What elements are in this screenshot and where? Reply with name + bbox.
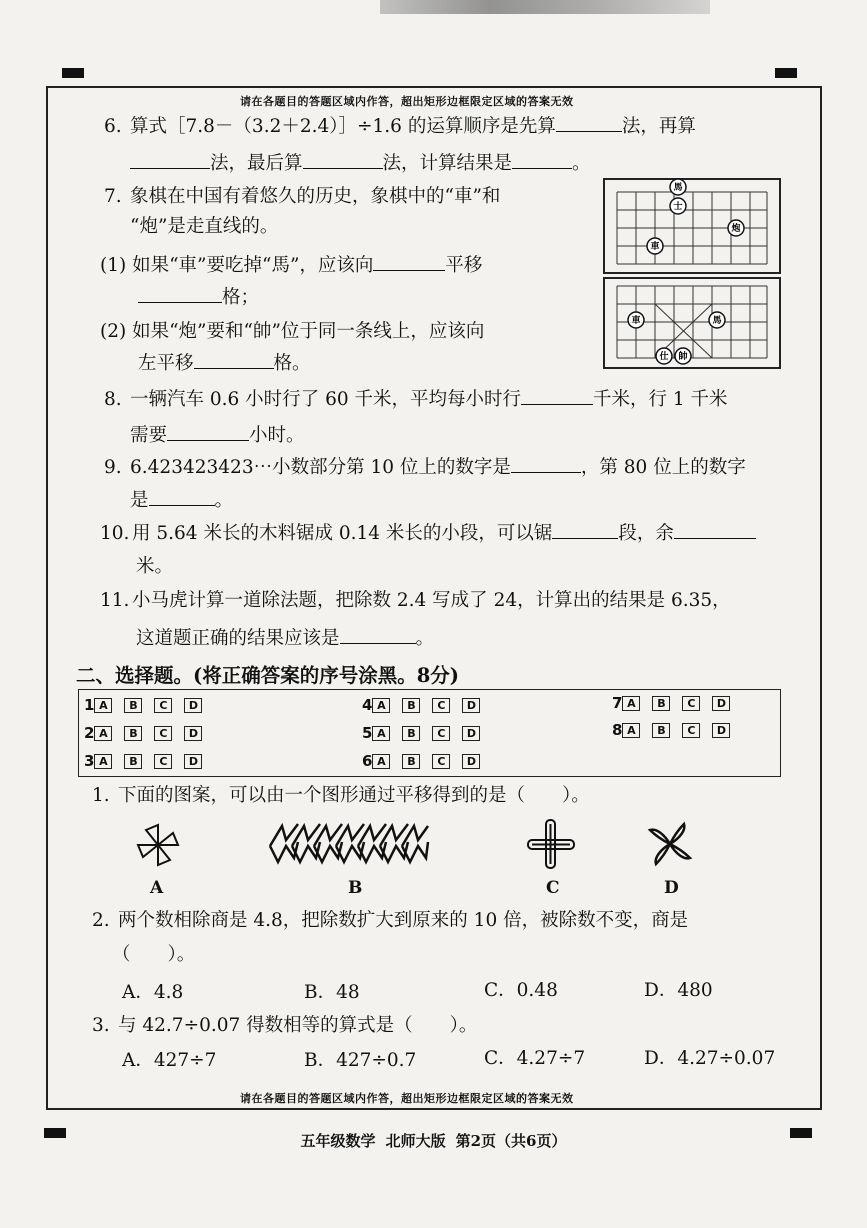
- blank[interactable]: [373, 254, 445, 271]
- mc3-option-c: C．4.27÷7: [484, 1048, 586, 1069]
- blank[interactable]: [512, 152, 572, 169]
- top-banner: 请在各题目的答题区域内作答，超出矩形边框限定区域的答案无效: [240, 95, 574, 108]
- option-b[interactable]: B: [124, 698, 142, 713]
- blank[interactable]: [674, 522, 756, 539]
- question-11-line2: 这道题正确的结果应该是 。: [136, 628, 435, 649]
- question-9-line1: 9. 6.423423423⋯小数部分第 10 位上的数字是 ，第 80 位上的数字: [104, 457, 746, 478]
- mc2-option-c: C．0.48: [484, 980, 558, 1001]
- option-c[interactable]: C: [154, 754, 172, 769]
- blank[interactable]: [340, 627, 416, 644]
- option-a[interactable]: A: [94, 754, 112, 769]
- answer-row-1: 1 A B C D: [84, 696, 214, 714]
- option-c[interactable]: C: [154, 698, 172, 713]
- mc3-option-d: D．4.27÷0.07: [644, 1048, 776, 1069]
- pinwheel-figure-a: [128, 820, 188, 870]
- answer-row-6: 6 A B C D: [362, 752, 492, 770]
- option-d[interactable]: D: [712, 723, 730, 738]
- mc3-option-b: B．427÷0.7: [304, 1050, 417, 1071]
- blank[interactable]: [556, 115, 622, 132]
- mc-question-2-line2: （ ）。: [112, 944, 196, 965]
- horse-piece: [709, 312, 725, 328]
- option-d[interactable]: D: [462, 726, 480, 741]
- blank[interactable]: [303, 152, 383, 169]
- chess-board-diagram: [603, 178, 781, 370]
- advisor-piece: [670, 198, 686, 214]
- answer-row-8: 8 A B C D: [612, 721, 742, 739]
- option-b[interactable]: B: [402, 698, 420, 713]
- mc-question-1: 1. 下面的图案，可以由一个图形通过平移得到的是（ ）。: [92, 785, 590, 806]
- question-9-line2: 是 。: [130, 490, 234, 511]
- mc2-option-d: D．480: [644, 980, 713, 1001]
- option-c[interactable]: C: [432, 754, 450, 769]
- option-a[interactable]: A: [94, 698, 112, 713]
- question-7-part1: (1) 如果“車”要吃掉“馬”，应该向 平移: [100, 255, 483, 276]
- option-a[interactable]: A: [372, 698, 390, 713]
- scan-shadow: [380, 0, 710, 14]
- figure-label-b: B: [348, 878, 363, 898]
- option-b[interactable]: B: [652, 696, 670, 711]
- option-d[interactable]: D: [712, 696, 730, 711]
- svg-text:車: 車: [631, 316, 641, 326]
- question-10-line1: 10. 用 5.64 米长的木料锯成 0.14 米长的小段，可以锯 段，余: [100, 522, 756, 544]
- mc2-option-a: A．4.8: [122, 982, 184, 1003]
- option-d[interactable]: D: [184, 726, 202, 741]
- option-b[interactable]: B: [402, 726, 420, 741]
- option-b[interactable]: B: [124, 754, 142, 769]
- option-a[interactable]: A: [622, 723, 640, 738]
- mc2-option-b: B．48: [304, 982, 360, 1003]
- option-d[interactable]: D: [184, 698, 202, 713]
- blank[interactable]: [130, 152, 210, 169]
- blank[interactable]: [167, 424, 249, 441]
- answer-row-7: 7 A B C D: [612, 694, 742, 712]
- swirl-figure-d: [642, 818, 698, 870]
- svg-text:士: 士: [673, 202, 683, 212]
- option-d[interactable]: D: [462, 698, 480, 713]
- cannon-piece: [728, 220, 744, 236]
- chariot-piece: [628, 312, 644, 328]
- option-a[interactable]: A: [372, 754, 390, 769]
- option-a[interactable]: A: [622, 696, 640, 711]
- answer-row-5: 5 A B C D: [362, 724, 492, 742]
- question-8-line1: 8. 一辆汽车 0.6 小时行了 60 千米，平均每小时行 千米，行 1 千米: [104, 389, 728, 410]
- svg-text:馬: 馬: [712, 316, 722, 326]
- mc-question-2-line1: 2. 两个数相除商是 4.8，把除数扩大到原来的 10 倍，被除数不变，商是: [92, 910, 689, 931]
- svg-text:炮: 炮: [731, 224, 741, 234]
- general-piece: [675, 348, 691, 364]
- figure-label-a: A: [150, 878, 164, 898]
- figure-label-c: C: [546, 878, 560, 898]
- svg-text:帥: 帥: [678, 352, 688, 362]
- question-7-line2: “炮”是走直线的。: [130, 216, 279, 237]
- svg-text:車: 車: [650, 242, 660, 252]
- chariot-piece: [647, 238, 663, 254]
- registration-mark: [775, 68, 797, 78]
- answer-row-3: 3 A B C D: [84, 752, 214, 770]
- question-7-part1-cont: 格；: [138, 286, 259, 308]
- question-7-part2-cont: 左平移 格。: [138, 353, 311, 374]
- svg-text:仕: 仕: [659, 352, 669, 362]
- blank[interactable]: [194, 352, 274, 369]
- question-11-line1: 11. 小马虎计算一道除法题，把除数 2.4 写成了 24，计算出的结果是 6.35，: [100, 590, 731, 611]
- option-b[interactable]: B: [652, 723, 670, 738]
- answer-row-2: 2 A B C D: [84, 724, 214, 742]
- question-8-line2: 需要 小时。: [130, 425, 305, 446]
- figure-label-d: D: [664, 878, 679, 898]
- cross-figure-c: [526, 816, 576, 872]
- blank[interactable]: [138, 286, 222, 303]
- bottom-banner: 请在各题目的答题区域内作答，超出矩形边框限定区域的答案无效: [240, 1092, 574, 1105]
- question-7-line1: 7. 象棋在中国有着悠久的历史，象棋中的“車”和: [104, 186, 501, 207]
- option-d[interactable]: D: [184, 754, 202, 769]
- option-d[interactable]: D: [462, 754, 480, 769]
- horse-piece: [670, 179, 686, 195]
- question-6-line1: 6. 算式［7.8－（3.2＋2.4）］÷1.6 的运算顺序是先算 法，再算: [104, 116, 696, 137]
- option-c[interactable]: C: [432, 698, 450, 713]
- option-c[interactable]: C: [682, 696, 700, 711]
- option-b[interactable]: B: [124, 726, 142, 741]
- option-a[interactable]: A: [372, 726, 390, 741]
- section-2-heading: 二、选择题。(将正确答案的序号涂黑。8分): [76, 664, 460, 687]
- option-c[interactable]: C: [432, 726, 450, 741]
- question-6-line2: 法，最后算 法，计算结果是 。: [130, 152, 591, 174]
- mc-question-3: 3. 与 42.7÷0.07 得数相等的算式是（ ）。: [92, 1015, 478, 1036]
- blank[interactable]: [521, 388, 593, 405]
- option-c[interactable]: C: [682, 723, 700, 738]
- mc3-option-a: A．427÷7: [122, 1050, 217, 1071]
- blank[interactable]: [511, 456, 581, 473]
- svg-text:馬: 馬: [673, 183, 683, 193]
- option-a[interactable]: A: [94, 726, 112, 741]
- page-footer: 五年级数学 北师大版 第2页（共6页）: [300, 1132, 567, 1150]
- advisor-piece: [656, 348, 672, 364]
- answer-row-4: 4 A B C D: [362, 696, 492, 714]
- question-7-part2: (2) 如果“炮”要和“帥”位于同一条线上，应该向: [100, 321, 485, 342]
- zigzag-figure-b: [266, 818, 432, 868]
- option-b[interactable]: B: [402, 754, 420, 769]
- option-c[interactable]: C: [154, 726, 172, 741]
- registration-mark: [62, 68, 84, 78]
- blank[interactable]: [552, 522, 618, 539]
- blank[interactable]: [149, 489, 215, 506]
- question-10-line2: 米。: [136, 556, 174, 577]
